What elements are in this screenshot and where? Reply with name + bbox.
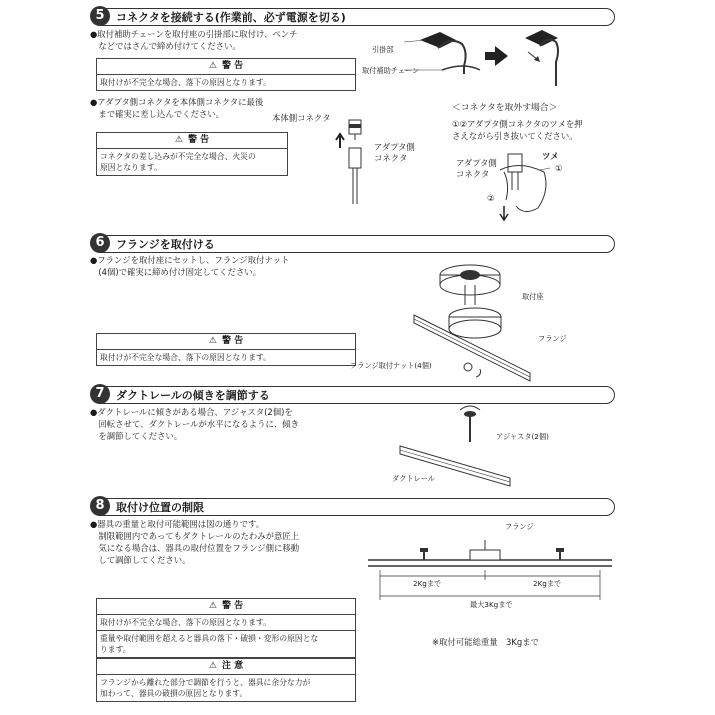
left-range-label: 2Kgまで <box>413 579 442 588</box>
callout-1: ① <box>555 163 563 173</box>
section-title: コネクタを接続する(作業前、必ず電源を切る) <box>116 11 346 24</box>
remove-title: ＜コネクタを取外す場合＞ <box>452 103 558 113</box>
section-5-header <box>90 6 615 26</box>
caution-triangle-icon: ⚠ <box>208 661 217 671</box>
adapter-connector-label: アダプタ側 コネクタ <box>374 142 415 163</box>
adapter-connector-label: アダプタ側 コネクタ <box>456 158 497 179</box>
warning-heading: 警 告 <box>221 601 244 611</box>
warning-heading: 警 告 <box>221 61 244 71</box>
section-number: 8 <box>90 496 110 516</box>
max-range-label: 最大3Kgまで <box>470 600 513 609</box>
warning-heading: 警 告 <box>221 336 244 346</box>
section-number: 7 <box>90 384 110 404</box>
section-title: ダクトレールの傾きを調節する <box>116 389 270 402</box>
section-number: 6 <box>90 233 110 253</box>
remove-text: ①②アダプタ側コネクタのツメを押 さえながら引き抜いてください。 <box>452 119 583 141</box>
caution-text: フランジから離れた部分で調節を行うと、器具に余分な力が 加わって、器具の破損の原因となります。 <box>100 678 311 698</box>
adjuster-label: アジャスタ(2個) <box>496 432 549 441</box>
body-connector-label: 本体側コネクタ <box>272 113 331 123</box>
section-6-header <box>90 233 615 253</box>
warning-text: 取付けが不完全な場合、落下の原因となります。 <box>100 78 271 87</box>
warning-triangle-icon: ⚠ <box>174 135 183 145</box>
warning-box <box>96 132 288 176</box>
warning-box <box>96 598 356 658</box>
caution-heading: 注 意 <box>221 661 244 671</box>
flange-label: フランジ <box>538 334 567 343</box>
callout-2: ② <box>487 193 495 203</box>
section-title: 取付け位置の制限 <box>116 501 204 514</box>
warning-box <box>96 333 356 366</box>
warning-text: 取付けが不完全な場合、落下の原因となります。 <box>100 618 271 627</box>
section-number: 5 <box>90 6 110 26</box>
nut-label: フランジ取付ナット(4個) <box>350 361 432 370</box>
step-text: ●取付補助チェーンを取付座の引掛部に取付け、ペンチ などではさんで締め付けてください。 <box>90 29 298 51</box>
chain-label: 取付補助チェーン <box>362 66 420 75</box>
step-text: ●フランジを取付座にセットし、フランジ取付ナット (4個)で確実に締め付け固定してください。 <box>90 255 290 277</box>
right-range-label: 2Kgまで <box>533 579 562 588</box>
section-8-header <box>90 496 615 516</box>
step-text: ●アダプタ側コネクタを本体側コネクタに最後 まで確実に差し込んでください。 <box>90 97 264 119</box>
warning-text: コネクタの差し込みが不完全な場合、火災の 原因となります。 <box>100 152 256 172</box>
warning-triangle-icon: ⚠ <box>208 601 217 611</box>
chain-hook-illustration <box>380 26 610 96</box>
rail-label: ダクトレール <box>392 474 435 483</box>
total-weight-note: ※取付可能総重量 3Kgまで <box>432 637 539 647</box>
flange-label: フランジ <box>505 522 534 531</box>
warning-text: 重量や取付範囲を超えると器具の落下・破損・変形の原因とな ります。 <box>97 630 355 657</box>
mounting-range-diagram <box>360 530 620 610</box>
warning-text: 取付けが不完全な場合、落下の原因となります。 <box>100 353 271 362</box>
step-text: ●ダクトレールに傾きがある場合、アジャスタ(2個)を 回転させて、ダクトレールが水平になるように、傾き を調節してください。 <box>90 407 300 441</box>
base-label: 取付座 <box>522 292 544 301</box>
warning-box <box>96 58 356 91</box>
step-text: ●器具の重量と取付可能範囲は図の通りです。 制限範囲内であってもダクトレールのたわみが意匠上 気になる場合は、器具の取付位置をフランジ側に移動 して調節してください。 <box>90 519 300 565</box>
warning-triangle-icon: ⚠ <box>208 61 217 71</box>
tab-label: ツメ <box>542 151 559 161</box>
section-7-header <box>90 384 615 404</box>
caution-box <box>96 658 356 702</box>
hook-label: 引掛部 <box>372 45 394 54</box>
warning-heading: 警 告 <box>187 135 210 145</box>
warning-triangle-icon: ⚠ <box>208 336 217 346</box>
section-title: フランジを取付ける <box>116 238 215 251</box>
